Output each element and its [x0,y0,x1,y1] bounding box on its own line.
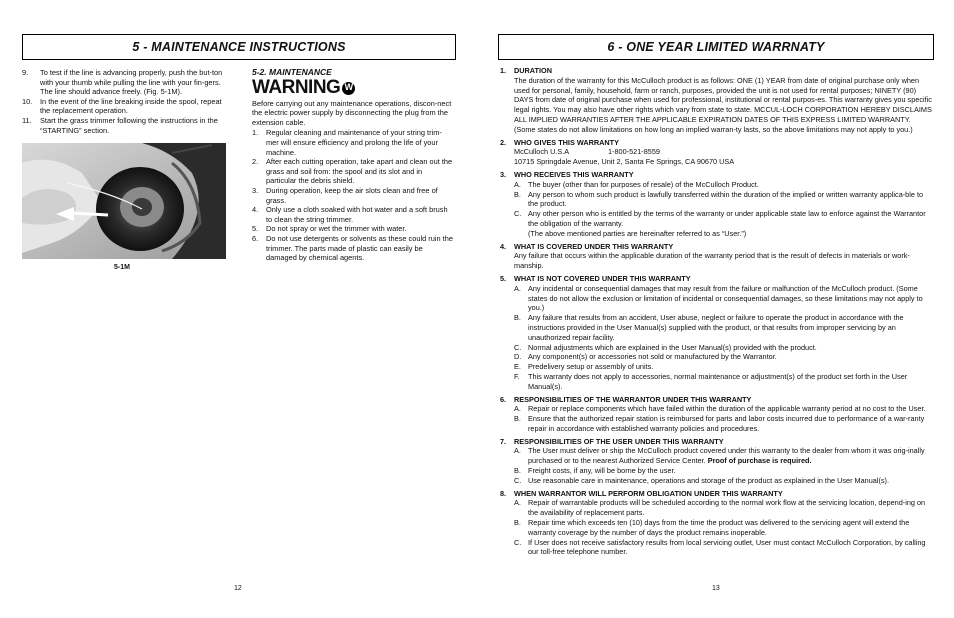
list-item: E. Predelivery setup or assembly of units. [514,362,654,372]
warranty-section [500,489,932,558]
section-heading: 2. WHO GIVES THIS WARRANTY [500,137,619,147]
list-item: B. Any person to whom such product is lawfully transferred within the duration of the implied or written warranty applica-ble to the product. [514,189,924,209]
maintenance-intro: Before carrying out any maintenance operations, discon-nect the electric power supply by disconnecting the plug from the extension cable. [252,98,452,127]
list-item: D. Any component(s) or accessories not sold or manufactured by the Warrantor. [514,352,777,362]
list-item: B. Any failure that results from an accident, User abuse, neglect or failure to operate the product in accordance with the instructions provided in the User Manual(s) supplied with the product, or that results from improper servicing by an unauthorized repair facility. [514,313,904,342]
list-item: C. Use reasonable care in maintenance, operations and storage of the product as explained in the User Manual(s). [514,475,890,485]
warranty-section [500,138,932,167]
section-items [500,446,932,485]
list-item: A. Repair or replace components which have failed within the duration of the applicable warranty period at no cost to the User. [514,404,926,414]
warranty-text [500,66,932,560]
contact-address: 10715 Springdale Avenue, Unit 2, Santa Fe Springs, CA 90670 USA [514,157,735,167]
list-item: C. If User does not receive satisfactory results from local servicing outlet, User must contact McCulloch Corporation, by calling our toll-free telephone number. [514,537,926,557]
section-heading: 5. WHAT IS NOT COVERED UNDER THIS WARRANTY [500,273,691,283]
maintenance-item: 6. Do not use detergents or solvents as these could ruin the trimmer. The parts made of plastic can easily be damaged by chemical agents. [252,233,453,263]
section-heading: 6. RESPONSIBILITIES OF THE WARRANTOR UNDER THIS WARRANTY [500,394,752,404]
warranty-section [500,170,932,239]
section-heading: 1. DURATION [500,66,552,75]
list-item: C. Any other person who is entitled by the terms of the warranty or under applicable state law to enforce against the Warrantor the obligation of the warranty. [514,209,926,228]
section-body: The duration of the warranty for this McCulloch product is as follows: ONE (1) YEAR from date of original purchase only when used for personal, family, household, farm or ranch, purposes, provided the unit is not used for rental purposes; NINETY (90) DAYS from date of original purchase when used for professional, institutional or rental purpos-es. This warranty gives you specific legal rights. You may also have other rights which vary from state to state. MCCUL-LOCH CORPORATION HEREBY DISCLAIMS ALL IMPLIED WARRANTIES AFTER THE APPLICABLE EXPIRATION DATES OF THIS EXPRESS LIMITED WARRANTY. (Some states do not allow limitations on how long an implied warran-ty lasts, so the above limitations may not apply to you.) [514,75,932,134]
warning-word: WARNING [252,76,341,98]
left-page-header [22,34,456,60]
maintenance-item: 3. During operation, keep the air slots clean and free of grass. [252,185,438,205]
maintenance-item: 5. Do not spray or wet the trimmer with water. [252,224,407,234]
warranty-section [500,66,932,135]
list-item: B. Repair time which exceeds ten (10) days from the time the product was delivered to the servicing agent will extend the warranty coverage by the number of days the product remains inoperable. [514,518,910,537]
section-title: 5-2. MAINTENANCE [252,67,332,77]
step-item: 9. To test if the line is advancing properly, push the but-ton with your thumb while pulling the line with your fin-gers. The line should advance freely. (Fig. 5-1M). [22,68,223,97]
list-item: A. The buyer (other than for purposes of resale) of the McCulloch Product. [514,179,759,189]
maintenance-item: 1. Regular cleaning and maintenance of your string trim-mer will ensure efficiency and prolong the life of your machine. [252,128,442,157]
list-item: A. The User must deliver or ship the McCulloch product covered under this warranty to the dealer from whom it was orig-inally purchased or to the nearest Authorized Service Center. Proof of purchase is required. [514,446,925,466]
section-items [500,404,932,433]
contact-phone: 1-800-521-8559 [608,147,660,157]
section-heading: 7. RESPONSIBILITIES OF THE USER UNDER THIS WARRANTY [500,436,724,446]
spool-steps [22,68,226,135]
contact-name: McCulloch U.S.A [514,147,570,157]
page-number-right: 13 [712,585,720,592]
list-item: C. Normal adjustments which are explained in the User Manual(s) provided with the product. [514,342,817,352]
proof-of-purchase-note: Proof of purchase is required. [707,456,812,466]
warning-label [252,78,454,98]
list-item: A. Repair of warrantable products will be scheduled according to the normal work flow at the servicing location, depend-ing on the availability of replacement parts. [514,498,926,518]
warrantor-contact [500,147,932,167]
warranty-section [500,242,932,271]
section-body: Any failure that occurs within the applicable duration of the warranty period that is the result of defects in materials or work-manship. [514,251,910,271]
list-item: (The above mentioned parties are hereinafter referred to as “User.”) [528,228,747,238]
warranty-section [500,395,932,434]
section-heading: 8. WHEN WARRANTOR WILL PERFORM OBLIGATION UNDER THIS WARRANTY [500,488,783,498]
section-items [500,180,932,239]
contact-row [514,147,932,157]
warranty-section [500,437,932,486]
list-item: B. Ensure that the authorized repair station is reimbursed for parts and labor costs incurred due to performance of a war-ranty repair in accordance with established warranty policies and procedures. [514,414,925,433]
maintenance-item: 2. After each cutting operation, take apart and clean out the grass and soil from: the spool and its slot and in particular the debris shield. [252,157,453,186]
left-header-title: 5 - MAINTENANCE INSTRUCTIONS [132,40,346,54]
maintenance-section [252,68,454,263]
spool-line-photo [22,143,226,259]
warranty-section [500,274,932,392]
maintenance-item: 4. Only use a cloth soaked with hot water and a soft brush to clean the string trimmer. [252,205,448,224]
step-item: 10. In the event of the line breaking inside the spool, repeat the replacement operation. [22,96,222,116]
list-item: B. Freight costs, if any, will be borne by the user. [514,466,676,476]
section-items [500,498,932,557]
section-items [500,284,932,392]
list-item: F. This warranty does not apply to accessories, normal maintenance or adjustment(s) of the product set forth in the User Manual(s). [514,371,908,391]
section-heading: 3. WHO RECEIVES THIS WARRANTY [500,169,634,179]
right-header-title: 6 - ONE YEAR LIMITED WARRNATY [607,40,825,54]
page-number-left: 12 [234,585,242,592]
step-item: 11. Start the grass trimmer following the instructions in the “STARTING” section. [22,115,218,135]
right-page-header [498,34,934,60]
figure-caption: 5-1M [114,264,130,271]
list-item: A. Any incidental or consequential damages that may result from the failure or malfunction of the McCulloch product. (Some states do not allow the exclusion or limitation of incidental or consequential damages, so these limitations may not apply to you.) [514,283,923,313]
warning-badge-icon: W [342,82,355,95]
section-heading: 4. WHAT IS COVERED UNDER THIS WARRANTY [500,241,674,251]
spool-photo-illustration [22,143,226,259]
